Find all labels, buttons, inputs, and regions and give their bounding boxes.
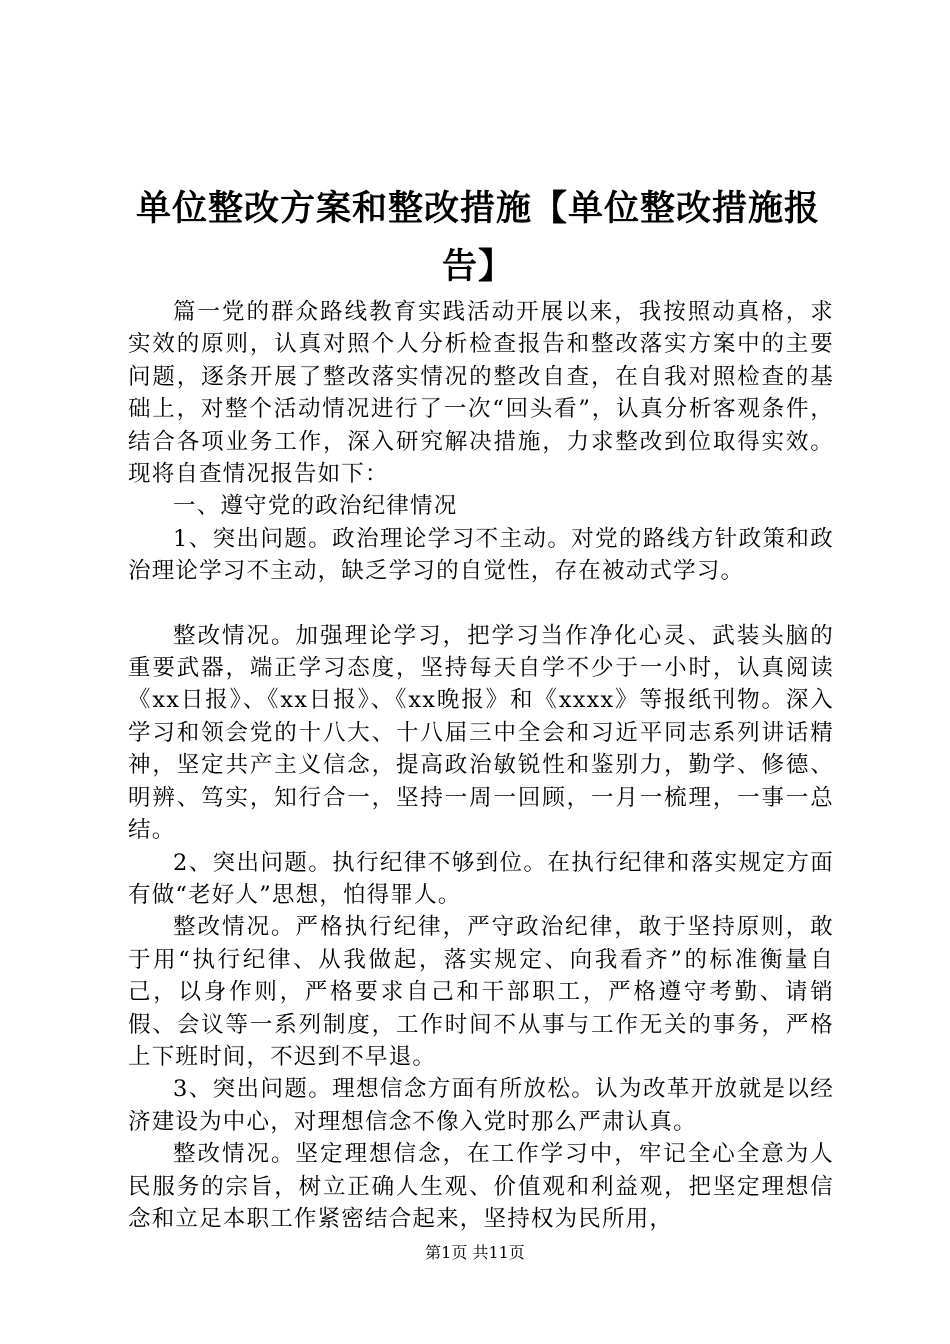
rectification-paragraph-3: 整改情况。坚定理想信念，在工作学习中，牢记全心全意为人民服务的宗旨，树立正确人生观、价值观和利益观，把坚定理想信念和立足本职工作紧密结合起来，坚持权为民所用， [128,1141,834,1232]
document-title: 单位整改方案和整改措施【单位整改措施报告】 [135,188,820,287]
problem-paragraph-1: 1、突出问题。政治理论学习不主动。对党的路线方针政策和政治理论学习不主动，缺乏学习的自觉性，存在被动式学习。 [128,525,834,585]
page-number-footer: 第1页 共11页 [425,1243,525,1262]
rectification-paragraph-2: 整改情况。严格执行纪律，严守政治纪律，敢于坚持原则，敢于用“执行纪律、从我做起，落实规定、向我看齐”的标准衡量自己，以身作则，严格要求自己和干部职工，严格遵守考勤、请销假、会议等一系列制度，工作时间不从事与工作无关的事务，严格上下班时间，不迟到不早退。 [128,914,834,1070]
document-body [128,296,834,1235]
section-heading: 一、遵守党的政治纪律情况 [173,493,458,520]
intro-paragraph: 篇一党的群众路线教育实践活动开展以来，我按照动真格，求实效的原则，认真对照个人分析检查报告和整改落实方案中的主要问题，逐条开展了整改落实情况的整改自查，在自我对照检查的基础上，对整个活动情况进行了一次“回头看”，认真分析客观条件，结合各项业务工作，深入研究解决措施，力求整改到位取得实效。现将自查情况报告如下： [128,299,834,488]
rectification-paragraph-1: 整改情况。加强理论学习，把学习当作净化心灵、武装头脑的重要武器，端正学习态度，坚持每天自学不少于一小时，认真阅读《xx日报》、《xx日报》、《xx晚报》和《xxxx》等报纸刊物。深入学习和领会党的十八大、十八届三中全会和习近平同志系列讲话精神，坚定共产主义信念，提高政治敏锐性和鉴别力，勤学、修德、明辨、笃实，知行合一，坚持一周一回顾，一月一梳理，一事一总结。 [128,622,834,844]
problem-paragraph-2: 2、突出问题。执行纪律不够到位。在执行纪律和落实规定方面有做“老好人”思想，怕得罪人。 [128,849,834,908]
problem-paragraph-3: 3、突出问题。理想信念方面有所放松。认为改革开放就是以经济建设为中心，对理想信念不像入党时那么严肃认真。 [128,1076,834,1135]
